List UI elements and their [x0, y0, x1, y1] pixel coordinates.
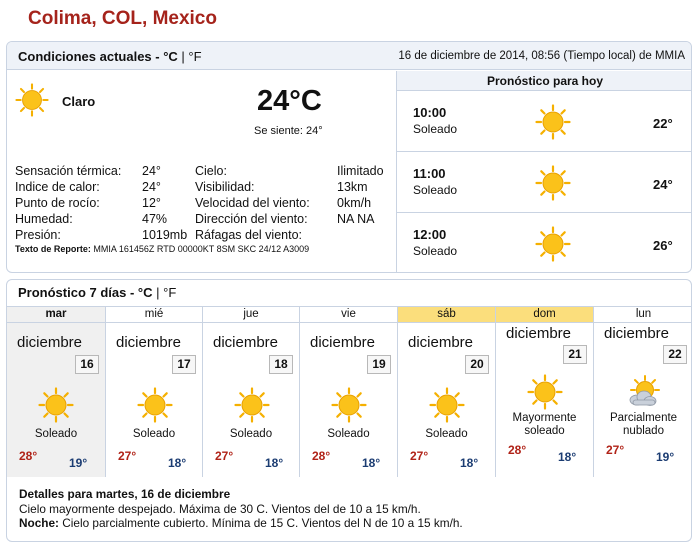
- seven-day-forecast-panel: [6, 279, 692, 542]
- detail-value: 0km/h: [337, 196, 372, 210]
- day-condition: Parcialmente: [609, 412, 678, 424]
- unit-separator: |: [152, 285, 164, 300]
- detail-value: 47%: [142, 212, 168, 226]
- hour-time: 10:00: [413, 105, 447, 120]
- day-condition: Soleado: [229, 428, 273, 440]
- hourly-row: [397, 153, 692, 213]
- day-name: vie: [300, 306, 397, 323]
- today-forecast-title: Pronóstico para hoy: [397, 71, 692, 91]
- day-high-temp: 27°: [410, 449, 429, 463]
- hour-condition: Soleado: [413, 183, 458, 197]
- detail-label: Sensación térmica:: [15, 164, 122, 178]
- day-low-temp: 18°: [168, 456, 187, 470]
- sun-icon: [234, 387, 270, 423]
- hour-time: 12:00: [413, 227, 447, 242]
- current-temperature: 24°C: [257, 85, 322, 117]
- day-month: diciembre: [213, 334, 279, 351]
- day-number: 16: [75, 355, 99, 374]
- day-low-temp: 18°: [460, 456, 479, 470]
- day-number: 18: [269, 355, 293, 374]
- detail-label: Presión:: [15, 228, 61, 242]
- hourly-row: [397, 214, 692, 273]
- detail-label: Ráfagas del viento:: [195, 228, 303, 242]
- metar-report-label: Texto de Reporte:: [15, 244, 91, 254]
- day-number: 20: [465, 355, 489, 374]
- forecast-day-tab[interactable]: [299, 306, 397, 477]
- detail-value: 12°: [142, 196, 161, 210]
- today-forecast: [396, 71, 692, 273]
- day-low-temp: 18°: [265, 456, 284, 470]
- details-title: Detalles para martes, 16 de diciembre: [19, 487, 231, 501]
- day-month: diciembre: [17, 334, 83, 351]
- sun-icon: [527, 374, 563, 410]
- day-high-temp: 28°: [508, 443, 527, 457]
- day-month: diciembre: [116, 334, 182, 351]
- day-number: 17: [172, 355, 196, 374]
- unit-toggle-fahrenheit[interactable]: °F: [188, 49, 202, 64]
- forecast-unit-toggle-fahrenheit[interactable]: °F: [163, 285, 177, 300]
- day-number: 19: [367, 355, 391, 374]
- sun-icon: [38, 387, 74, 423]
- detail-label: Indice de calor:: [15, 180, 100, 194]
- metar-report-text: MMIA 161456Z RTD 00000KT 8SM SKC 24/12 A3009: [90, 244, 310, 254]
- detail-value: 24°: [142, 180, 161, 194]
- day-condition: Soleado: [327, 428, 370, 440]
- details-day-text: Cielo mayormente despejado. Máxima de 30 C. Vientos del de 10 a 15 km/h.: [19, 501, 421, 516]
- forecast-day-tab[interactable]: [593, 306, 692, 477]
- forecast-day-tab[interactable]: [7, 306, 105, 477]
- sun-icon: [15, 83, 49, 117]
- forecast-day-tab[interactable]: [202, 306, 299, 477]
- day-condition: Soleado: [132, 428, 176, 440]
- day-high-temp: 27°: [215, 449, 234, 463]
- metar-report: [15, 244, 309, 254]
- detail-value: NA NA: [337, 212, 375, 226]
- sun-icon: [137, 387, 173, 423]
- day-condition: soleado: [524, 425, 565, 437]
- current-conditions-header: [7, 42, 691, 70]
- current-conditions-panel: [6, 41, 692, 273]
- current-condition-text: Claro: [62, 94, 96, 109]
- day-month: diciembre: [310, 334, 376, 351]
- sun-icon: [535, 165, 571, 201]
- day-month: diciembre: [408, 334, 474, 351]
- seven-day-forecast-title: Pronóstico 7 días - °C: [18, 285, 153, 300]
- unit-separator: |: [177, 49, 189, 64]
- sun-icon: [535, 104, 571, 140]
- day-high-temp: 27°: [118, 449, 137, 463]
- observation-timestamp: 16 de diciembre de 2014, 08:56 (Tiempo local) de MMIA: [398, 50, 685, 62]
- hour-temperature: 22°: [653, 116, 673, 131]
- hourly-row: [397, 92, 692, 152]
- seven-day-forecast-header: [7, 280, 691, 306]
- sun-icon: [331, 387, 367, 423]
- details-night-text: Cielo parcialmente cubierto. Mínima de 15 C. Vientos del N de 10 a 15 km/h.: [58, 516, 463, 530]
- day-name: sáb: [398, 306, 495, 323]
- day-condition: Mayormente: [512, 412, 577, 424]
- feels-like-text: Se siente: 24°: [254, 125, 323, 137]
- day-condition: Soleado: [34, 428, 78, 440]
- detail-label: Humedad:: [15, 212, 73, 226]
- day-number: 21: [563, 345, 587, 364]
- sun-icon: [429, 387, 465, 423]
- hour-condition: Soleado: [413, 122, 458, 136]
- forecast-details: [19, 487, 463, 531]
- hour-temperature: 26°: [653, 238, 673, 253]
- day-condition: Soleado: [425, 428, 468, 440]
- day-low-temp: 18°: [558, 450, 577, 464]
- detail-label: Punto de rocío:: [15, 196, 100, 210]
- day-name: mié: [106, 306, 202, 323]
- detail-value: 24°: [142, 164, 161, 178]
- current-conditions-body: [7, 71, 396, 273]
- location-title: Colima, COL, Mexico: [28, 8, 217, 29]
- forecast-day-tab[interactable]: [495, 306, 593, 477]
- detail-value: Ilimitado: [337, 164, 384, 178]
- forecast-day-tab[interactable]: [397, 306, 495, 477]
- hour-temperature: 24°: [653, 177, 673, 192]
- day-low-temp: 18°: [362, 456, 381, 470]
- partly-cloudy-icon: [625, 374, 661, 410]
- day-name: lun: [594, 306, 692, 323]
- detail-label: Visibilidad:: [195, 180, 255, 194]
- detail-value: 1019mb: [142, 228, 188, 242]
- day-name: dom: [496, 306, 593, 323]
- day-number: 22: [663, 345, 687, 364]
- day-month: diciembre: [506, 325, 572, 342]
- current-conditions-title: Condiciones actuales - °C: [18, 49, 178, 64]
- sun-icon: [535, 226, 571, 262]
- detail-value: 13km: [337, 180, 368, 194]
- forecast-day-tab[interactable]: [105, 306, 202, 477]
- day-name: mar: [7, 306, 105, 323]
- day-month: diciembre: [604, 325, 670, 342]
- day-high-temp: 28°: [312, 449, 331, 463]
- hour-condition: Soleado: [413, 244, 458, 258]
- details-night-label: Noche:: [19, 516, 59, 530]
- hour-time: 11:00: [413, 166, 446, 181]
- day-high-temp: 27°: [606, 443, 625, 457]
- day-low-temp: 19°: [69, 456, 88, 470]
- detail-label: Cielo:: [195, 164, 227, 178]
- day-name: jue: [203, 306, 299, 323]
- day-high-temp: 28°: [19, 449, 38, 463]
- day-low-temp: 19°: [656, 450, 675, 464]
- day-condition: nublado: [623, 425, 664, 437]
- detail-label: Velocidad del viento:: [195, 196, 310, 210]
- detail-label: Dirección del viento:: [195, 212, 308, 226]
